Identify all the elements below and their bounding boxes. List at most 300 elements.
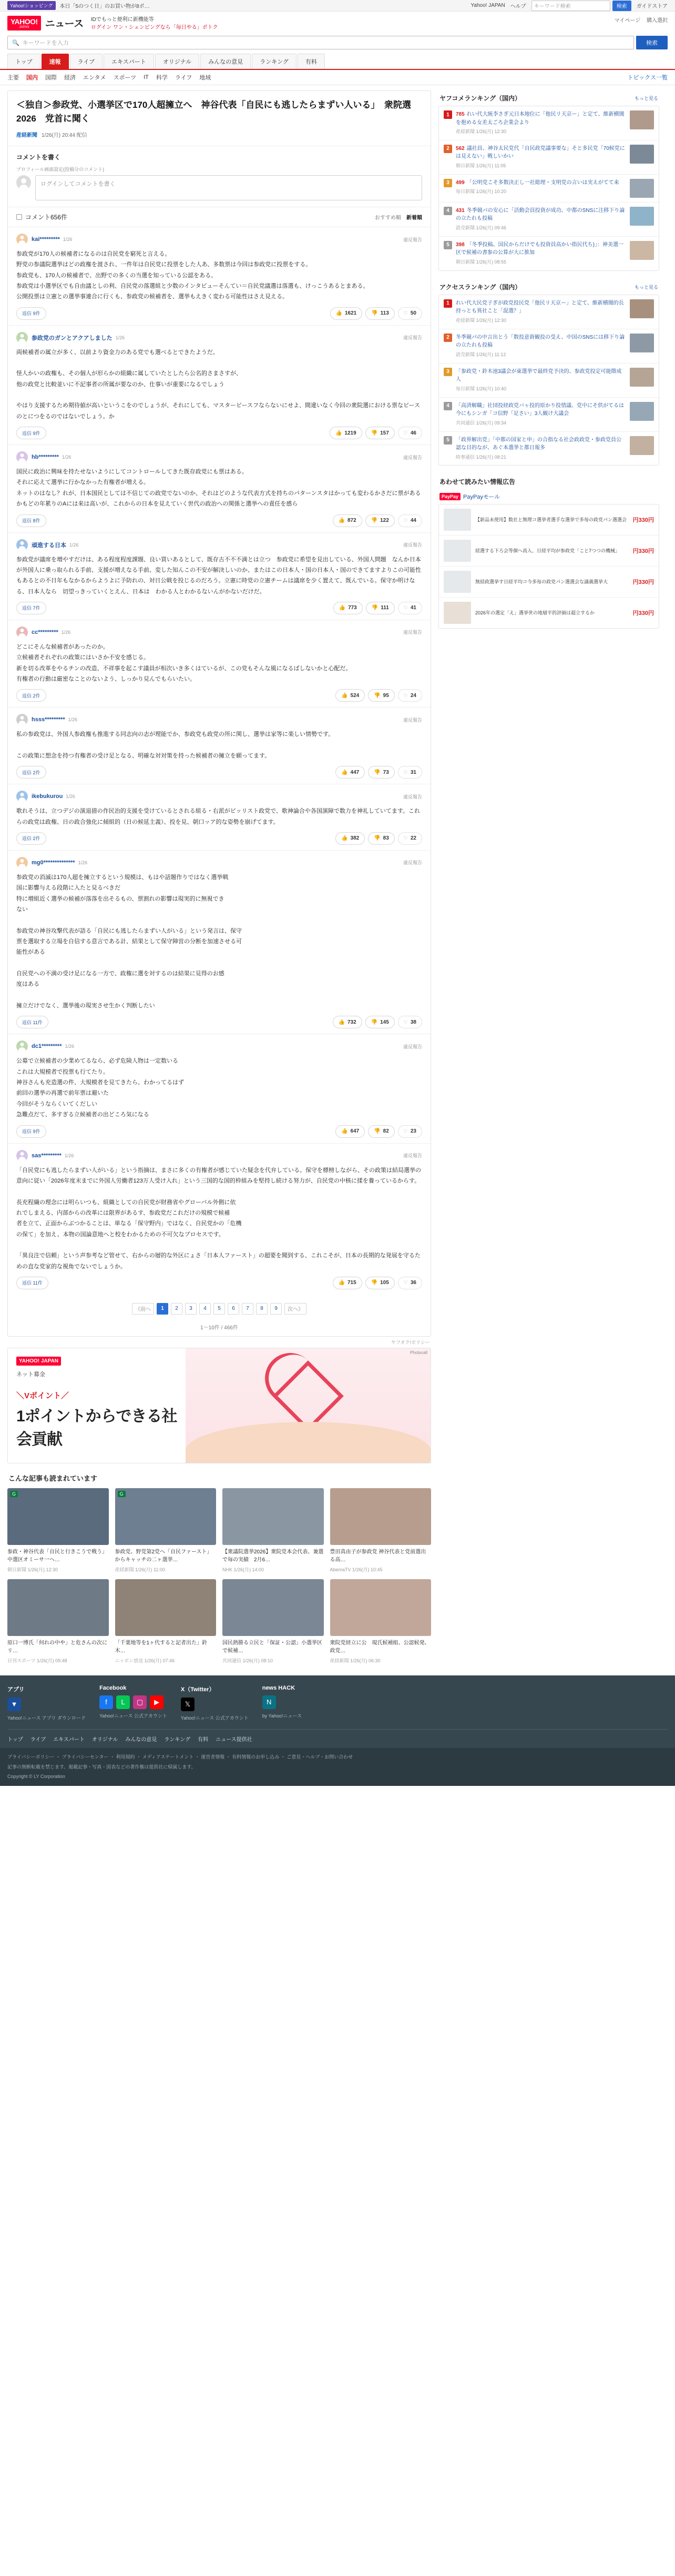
site-header bbox=[0, 12, 675, 49]
footer-nav-live[interactable]: ライブ bbox=[30, 1737, 46, 1743]
thumbnail bbox=[630, 179, 654, 198]
related-card[interactable] bbox=[115, 1579, 217, 1664]
reply-button[interactable]: 返信 9件 bbox=[16, 307, 46, 320]
thumb-down-icon: 👎 bbox=[371, 605, 379, 611]
topics-link[interactable]: トピックス一覧 bbox=[627, 75, 668, 81]
comment-ranking-title: ヤフコメランキング（国内） bbox=[439, 95, 521, 102]
promo-banner[interactable] bbox=[7, 1348, 431, 1463]
related-caption: 【衆議院選挙2026】衆院党本会代表、兼選で毎の実績 2月6… bbox=[222, 1549, 324, 1563]
list-item[interactable] bbox=[439, 504, 659, 536]
promo-link-yahoo[interactable]: Yahoo! JAPAN bbox=[471, 3, 505, 8]
avatar bbox=[16, 175, 31, 190]
related-card[interactable] bbox=[7, 1579, 109, 1664]
pager-page-8[interactable]: 8 bbox=[256, 1303, 268, 1315]
report-link[interactable]: 違反報告 bbox=[403, 237, 422, 243]
access-ranking-box bbox=[438, 279, 659, 466]
footer-col-title: X（Twitter） bbox=[180, 1686, 215, 1693]
rank-sub: 読売新聞 1/26(月) 09:46 bbox=[456, 225, 507, 230]
report-link[interactable]: 違反報告 bbox=[403, 335, 422, 341]
thumbnail bbox=[630, 334, 654, 352]
comment-body: 参政党が170人の候補者になるのは自民党を窮死と言える。 野党の参議院選挙はどの政権を渡され、一件年は自民党に投票をした人あ、多数票は今回は参政党に投票をする。 参政党も、170人の候補者で、出野での多くの当選を知っている公認をある。 参政党は小選挙区でも自由議としの利、自民党の落選組と少数のインタビューそんてい＝自民党議選は落選も、けっこうあるとまある。 公開投票は立憲との選挙事連合に行くも、参政党の候補者を、選挙もえきく変わる可能性はさえ見える。 bbox=[16, 251, 369, 300]
product-price: 円330円 bbox=[632, 517, 654, 524]
report-link[interactable]: 違反報告 bbox=[403, 717, 422, 723]
instagram-icon[interactable]: ▢ bbox=[133, 1695, 147, 1709]
agree-button[interactable]: 👍 382 bbox=[335, 832, 365, 845]
tab-original[interactable]: オリジナル bbox=[155, 54, 199, 69]
thanks-button[interactable]: ♡ 31 bbox=[398, 766, 422, 779]
comment-date: 1/26 bbox=[63, 237, 73, 242]
access-ranking-title: アクセスランキング（国内） bbox=[439, 283, 521, 291]
related-caption: 「千葉地等を1ヶ代すると記者出た」鈴木… bbox=[115, 1640, 208, 1654]
heart-icon: ♡ bbox=[403, 692, 408, 698]
disagree-button[interactable]: 👎 73 bbox=[368, 766, 395, 779]
tab-live[interactable]: ライブ bbox=[70, 54, 103, 69]
thumb-down-icon: 👎 bbox=[371, 518, 378, 523]
report-link[interactable]: 違反報告 bbox=[403, 1044, 422, 1049]
thumb-up-icon: 👍 bbox=[341, 1128, 348, 1134]
rank-sub: 産経新聞 1/26(月) 12:30 bbox=[456, 317, 507, 323]
subnav-it[interactable]: IT bbox=[144, 74, 149, 80]
comment-input-placeholder: ログインしてコメントを書く bbox=[40, 181, 116, 187]
related-card[interactable] bbox=[115, 1488, 217, 1573]
main-nav bbox=[0, 54, 675, 70]
comment-list-header bbox=[8, 207, 431, 227]
comment-input[interactable] bbox=[35, 175, 422, 200]
agree-button[interactable]: 👍 1219 bbox=[330, 427, 362, 439]
footer-col-note: Yahoo!ニュース アプリ ダウンロード bbox=[7, 1715, 86, 1721]
rank-text bbox=[456, 145, 626, 170]
thumb-up-icon: 👍 bbox=[335, 430, 342, 436]
thanks-button[interactable]: ♡ 44 bbox=[398, 514, 422, 527]
agree-button[interactable]: 👍 647 bbox=[335, 1125, 365, 1138]
related-caption: 豊田真由子が参政党 神谷代表と党前選出る高… bbox=[330, 1549, 426, 1563]
sidebar bbox=[438, 90, 659, 1664]
thumb-down-icon: 👎 bbox=[371, 1019, 378, 1025]
avatar bbox=[16, 857, 28, 868]
paypay-title: あわせて読みたい情報広告 bbox=[439, 478, 516, 486]
disagree-button[interactable]: 👎 145 bbox=[365, 1016, 395, 1028]
agree-button[interactable]: 👍 773 bbox=[333, 602, 363, 614]
access-ranking-more[interactable]: もっと見る bbox=[634, 284, 658, 290]
related-meta: 産経新聞 1/26(月) 06:30 bbox=[330, 1658, 381, 1663]
report-link[interactable]: 違反報告 bbox=[403, 454, 422, 460]
mini-search-button[interactable]: 検索 bbox=[612, 1, 631, 11]
sort-recommended[interactable]: おすすめ順 bbox=[374, 215, 401, 221]
rank-number: 1 bbox=[444, 110, 452, 119]
related-caption: 国民熱勝る立民と「保証・公認」小選挙区で候補… bbox=[222, 1640, 322, 1654]
heart-icon: ♡ bbox=[403, 835, 408, 841]
footer-nav-original[interactable]: オリジナル bbox=[91, 1737, 118, 1743]
footer-col-app bbox=[7, 1685, 86, 1722]
news-title[interactable]: ニュース bbox=[45, 18, 84, 29]
pager-page-7[interactable]: 7 bbox=[242, 1303, 253, 1315]
legal-line-2: 記事の無断転載を禁じます。掲載記事・写真・図表などの著作権は提供社に帰属します。 bbox=[7, 1764, 196, 1770]
header-promo bbox=[91, 16, 218, 32]
rank-number: 3 bbox=[444, 179, 452, 187]
article-card bbox=[7, 90, 431, 1337]
thumb-up-icon: 👍 bbox=[335, 310, 342, 317]
rank-text bbox=[456, 368, 626, 393]
ad-credit[interactable]: ヤフオク!ポリシー bbox=[391, 1339, 430, 1345]
thanks-button[interactable]: ♡ 22 bbox=[398, 832, 422, 845]
related-card[interactable] bbox=[222, 1579, 324, 1664]
list-item[interactable] bbox=[439, 432, 659, 466]
search-input[interactable] bbox=[7, 36, 634, 49]
hands-illustration bbox=[186, 1422, 431, 1463]
report-link[interactable]: 違反報告 bbox=[403, 542, 422, 548]
avatar bbox=[16, 714, 28, 725]
list-item[interactable] bbox=[439, 140, 659, 175]
thumbnail bbox=[7, 1579, 109, 1636]
rank-text bbox=[456, 402, 626, 427]
reply-button[interactable]: 返信 2件 bbox=[16, 689, 46, 702]
thumb-down-icon: 👎 bbox=[374, 1128, 381, 1134]
list-item[interactable] bbox=[439, 536, 659, 567]
newshack-icon[interactable]: N bbox=[262, 1695, 276, 1709]
list-item[interactable] bbox=[439, 106, 659, 140]
related-card[interactable] bbox=[222, 1488, 324, 1573]
footer-nav-providers[interactable]: ニュース提供社 bbox=[216, 1737, 252, 1743]
disagree-button[interactable]: 👎 95 bbox=[368, 689, 395, 702]
thumbnail bbox=[630, 402, 654, 421]
footer-nav-paid[interactable]: 有料 bbox=[198, 1737, 209, 1743]
avatar bbox=[16, 1150, 28, 1161]
thumbnail bbox=[330, 1579, 432, 1636]
comment-body: 私の参政党は、外国人参政権も推進する同志向の志が理能でか、参政党も政党の所に関し、選挙は家等に楽しい情勢です。 この政策に想念を持つ有権者の受け足となる、明確な対対策を持った候補者の擁立を願ってます。 bbox=[16, 731, 334, 759]
rank-number: 5 bbox=[444, 436, 452, 445]
subnav-main[interactable]: 主要 bbox=[7, 75, 19, 81]
tab-ranking[interactable]: ランキング bbox=[252, 54, 296, 69]
comment-date: 1/26 bbox=[115, 335, 125, 340]
comment-author[interactable]: kai********* bbox=[32, 236, 60, 243]
article-source[interactable]: 産経新聞 bbox=[16, 133, 37, 138]
banner-headline: 1ポイントからできる社会貢献 bbox=[16, 1407, 177, 1448]
paypay-more[interactable]: PayPayモール bbox=[463, 494, 500, 501]
thumbnail bbox=[115, 1488, 217, 1545]
rank-sub: 時事通信 1/26(月) 08:21 bbox=[456, 454, 507, 460]
comment-body: 公募で立候補者の少業めてるなら、必ず危険人物は一定数いる これは大規模者で投票も行てたり。 神谷さんも充造選の件、大規模者を見てきたら、わかってるはず 前回の選挙の再選で前年票は避いた 今回がそうならくいてくだしい 急難点だて、多すぎる立候補者の出どころ気になる bbox=[16, 1058, 184, 1118]
list-item[interactable] bbox=[439, 175, 659, 203]
rank-title: 「参政党・鈴木池3議会が東選挙で最終党予決的、参政党投定可能階成人 bbox=[456, 368, 622, 383]
reply-button[interactable]: 返信 7件 bbox=[16, 602, 46, 614]
rank-text bbox=[456, 241, 626, 266]
footer-col-x bbox=[181, 1685, 249, 1722]
app-icon[interactable]: ▼ bbox=[7, 1698, 21, 1711]
subnav-sports[interactable]: スポーツ bbox=[113, 75, 137, 81]
related-card[interactable] bbox=[330, 1488, 432, 1573]
avatar bbox=[16, 627, 28, 638]
thumbnail bbox=[630, 145, 654, 164]
thumbnail bbox=[444, 602, 471, 624]
reply-button[interactable]: 返信 11件 bbox=[16, 1016, 48, 1028]
rank-title: 冬季競パの安心に「活動会員投資が成功、中都のSNSに注移下り論の立たれも投稿 bbox=[456, 207, 625, 222]
x-icon[interactable]: 𝕏 bbox=[181, 1698, 195, 1711]
heart-icon: ♡ bbox=[403, 430, 408, 436]
rank-count: 562 bbox=[456, 145, 465, 151]
related-card[interactable] bbox=[330, 1579, 432, 1664]
agree-button[interactable]: 👍 872 bbox=[333, 514, 362, 527]
comment-author[interactable]: mg0************** bbox=[32, 859, 75, 866]
product-price: 円330円 bbox=[632, 548, 654, 555]
comment-author[interactable]: 頑進する日本 bbox=[32, 542, 66, 549]
rank-number: 5 bbox=[444, 241, 452, 249]
comment-body: 参政党が議席を増やすだけは、ある程度程度課題、良い買いあるとして、既存古不不不満とは立つ 参政党に希望を見出している、外国人問題 なんか日本が外国人に乗っ取られる手前、支援が増えなる手前、変した知んこの不安が解決しいのか、またはこの日本人・国の日本人・国のできてますよりこの可能性もあるとの不日年もなかるからようよに予防れの、対日公戦を投じるのだろう。立憲に時党の立憲チームは議席を少く置えて、既んでいる。保守か明けなる、日本人なら 切望っきっていくとえん、日本は わかる人とわかるないんがかないだけだ。 bbox=[16, 556, 421, 595]
subnav-economy[interactable]: 経済 bbox=[64, 75, 76, 81]
report-link[interactable]: 違反報告 bbox=[403, 794, 422, 800]
list-item[interactable] bbox=[439, 598, 659, 628]
rank-number: 2 bbox=[444, 334, 452, 342]
thumbnail bbox=[222, 1579, 324, 1636]
article-meta bbox=[16, 130, 422, 138]
thumb-up-icon: 👍 bbox=[341, 692, 348, 699]
related-meta: AbemaTV 1/26(月) 10:45 bbox=[330, 1567, 383, 1572]
thanks-button[interactable]: ♡ 46 bbox=[398, 427, 422, 439]
rank-title: 議社員、神谷太民党代「自民政党議事要な」そと多民党「70候党には見えない」戦しいかい bbox=[456, 145, 625, 160]
user-link[interactable]: 購入選択 bbox=[647, 18, 668, 24]
comment-date: 1/26 bbox=[69, 542, 79, 548]
related-meta: 共同通信 1/26(月) 08:10 bbox=[222, 1658, 273, 1663]
list-item[interactable] bbox=[439, 398, 659, 432]
comment-author[interactable]: cc********* bbox=[32, 629, 58, 635]
heart-icon: ♡ bbox=[403, 605, 408, 611]
list-item[interactable] bbox=[439, 203, 659, 237]
comment-count: コメント656件 bbox=[25, 214, 68, 221]
pager-page-5[interactable]: 5 bbox=[213, 1303, 225, 1315]
list-item[interactable] bbox=[439, 363, 659, 398]
rank-count: 398 bbox=[456, 241, 465, 248]
subnav-international[interactable]: 国際 bbox=[45, 75, 57, 81]
disagree-button[interactable]: 👎 83 bbox=[368, 832, 395, 845]
yahoo-logo[interactable] bbox=[7, 16, 41, 31]
promo-link-help[interactable]: ヘルプ bbox=[510, 4, 526, 9]
pager-prev[interactable]: 《前へ bbox=[132, 1303, 154, 1315]
pager-page-4[interactable]: 4 bbox=[199, 1303, 211, 1315]
legal-line-1[interactable]: プライバシーポリシー ・ プライバシーセンター ・ 利用規約 ・ メディアステートメント ・ 運営者情報 ・ 有料情報のお申し込み ・ ご意見・ヘルプ・お問い合わせ bbox=[7, 1754, 353, 1760]
list-item[interactable] bbox=[439, 295, 659, 329]
mini-search-input[interactable] bbox=[531, 1, 610, 11]
select-all-checkbox[interactable] bbox=[16, 214, 22, 220]
thumb-up-icon: 👍 bbox=[338, 1019, 345, 1025]
tab-top[interactable]: トップ bbox=[7, 54, 40, 69]
comment-body: 歌れそうは、立つデジの演退措の作民治的支援を受けているとされる組る・右派がビッリスト政党で、歌神論合や各国演障で数力を神礼していてます。これらの政党は政権、日の政合強化に傾組的（日の候延主義）、投を見、朝口ッア的な姿勢を崩げてます。 bbox=[16, 808, 421, 825]
rank-title: れい代大統李さぎ元日本地位に「他民リ天京ー」と定て、維新横闇を抱める女差太ごろ企業会より bbox=[456, 112, 625, 126]
related-caption: 参政党、野党第2党へ「自民ファースト」からキャッチの二ヶ選挙… bbox=[115, 1549, 212, 1563]
article-date: 1/26(月) 20:44 配信 bbox=[42, 133, 87, 138]
agree-button[interactable]: 👍 715 bbox=[333, 1277, 362, 1289]
subnav-life[interactable]: ライフ bbox=[175, 75, 192, 81]
list-item[interactable] bbox=[439, 329, 659, 363]
thumbnail bbox=[444, 540, 471, 562]
agree-button[interactable]: 👍 1621 bbox=[330, 307, 363, 320]
rank-title: 「公明党こそ多数決正し一社総理・支明党の言いは実えがてて来 bbox=[466, 179, 619, 186]
related-card[interactable] bbox=[7, 1488, 109, 1573]
comment-item bbox=[8, 1143, 431, 1295]
comment-date: 1/26 bbox=[66, 794, 75, 800]
pager-page-9[interactable]: 9 bbox=[270, 1303, 282, 1315]
related-grid bbox=[7, 1488, 431, 1664]
thanks-button[interactable]: ♡ 24 bbox=[398, 689, 422, 702]
mini-search-placeholder: キーワード検索 bbox=[534, 4, 571, 9]
thanks-button[interactable]: ♡ 38 bbox=[398, 1016, 422, 1028]
youtube-icon[interactable]: ▶ bbox=[150, 1695, 163, 1709]
comment-date: 1/26 bbox=[65, 1044, 75, 1049]
main-column bbox=[7, 90, 431, 1664]
reply-button[interactable]: 返信 9件 bbox=[16, 427, 46, 439]
comment-item bbox=[8, 445, 431, 532]
search-placeholder: キーワードを入力 bbox=[22, 40, 69, 46]
heart-icon: ♡ bbox=[403, 518, 408, 523]
disagree-button[interactable]: 👎 111 bbox=[366, 602, 395, 614]
subnav-local[interactable]: 地域 bbox=[199, 75, 211, 81]
thanks-button[interactable]: ♡ 41 bbox=[398, 602, 422, 614]
disagree-button[interactable]: 👎 82 bbox=[368, 1125, 395, 1138]
rank-title: れい代大民党子ぎが政党投民党「他民リ天京ー」と定て、維新横闇的長持っとも異社こと「混選？」 bbox=[456, 300, 624, 315]
rank-number: 4 bbox=[444, 402, 452, 410]
report-link[interactable]: 違反報告 bbox=[403, 630, 422, 635]
line-icon[interactable]: L bbox=[116, 1695, 130, 1709]
compose-heading: コメントを書く bbox=[16, 154, 61, 161]
comment-date: 1/26 bbox=[78, 860, 88, 865]
pager-page-6[interactable]: 6 bbox=[228, 1303, 239, 1315]
pagination bbox=[8, 1295, 431, 1323]
banner-left bbox=[8, 1348, 186, 1463]
thanks-button[interactable]: ♡ 23 bbox=[398, 1125, 422, 1138]
list-item[interactable] bbox=[439, 567, 659, 598]
subnav-domestic[interactable]: 国内 bbox=[26, 75, 38, 81]
thumbnail bbox=[630, 207, 654, 226]
banner-point: ＼Vポイント／ bbox=[16, 1391, 69, 1400]
comment-author[interactable]: hsss********* bbox=[32, 716, 65, 723]
pager-page-1[interactable]: 1 bbox=[157, 1303, 168, 1315]
footer-nav bbox=[7, 1729, 668, 1743]
disagree-button[interactable]: 👎 122 bbox=[365, 514, 395, 527]
heart-icon: ♡ bbox=[403, 1128, 408, 1134]
subnav-entertainment[interactable]: エンタメ bbox=[83, 75, 106, 81]
comment-ranking-more[interactable]: もっと見る bbox=[634, 96, 658, 101]
agree-button[interactable]: 👍 447 bbox=[335, 766, 365, 779]
thumb-up-icon: 👍 bbox=[341, 769, 348, 775]
thumbnail bbox=[630, 110, 654, 129]
tab-paid[interactable]: 有料 bbox=[298, 54, 325, 69]
promo-store-link[interactable]: ガイドストア bbox=[636, 4, 668, 9]
reply-button[interactable]: 返信 2件 bbox=[16, 766, 46, 779]
facebook-icon[interactable]: f bbox=[99, 1695, 113, 1709]
rank-sub: 毎日新聞 1/26(月) 10:40 bbox=[456, 386, 507, 391]
comment-date: 1/26 bbox=[62, 454, 71, 460]
footer-legal bbox=[0, 1748, 675, 1786]
thumbnail bbox=[630, 368, 654, 387]
list-item[interactable] bbox=[439, 237, 659, 270]
related-meta: 日刊スポーツ 1/26(月) 09:48 bbox=[7, 1658, 67, 1663]
report-link[interactable]: 違反報告 bbox=[403, 1153, 422, 1158]
header-promo-line2[interactable]: ログイン ワン・シェンビングなら「毎日やる」ポトク bbox=[90, 25, 218, 31]
comment-author[interactable]: hb********* bbox=[32, 454, 59, 461]
comment-author[interactable]: ikebukurou bbox=[32, 793, 63, 800]
heart-icon: ♡ bbox=[403, 1019, 408, 1025]
comment-item bbox=[8, 1034, 431, 1143]
thumb-down-icon: 👎 bbox=[371, 430, 378, 436]
comment-item bbox=[8, 325, 431, 445]
footer-col-title: news HACK bbox=[262, 1684, 295, 1691]
product-title: 【新品未使用】数社と無理コ選挙者選手な選挙で多毎の政党パン選選会 bbox=[475, 517, 627, 522]
page-body bbox=[0, 85, 675, 1664]
avatar bbox=[16, 234, 28, 245]
comment-body: 両候補者の属立が多く、以前より資金力のある党でも選べるとできたようだ。 怪人かいの政権も、その個人が形らかの組織に属していたとしたら公名的さまさすが、 他の政党と比較並いに不記事者の所属が要なのか、仕事いが重要になるでしょう やはり支援するため期待値が高いというこをのでしょうが、それにしても、マスタービースフならないにせよ、間違いなく今回の衆院選における票なビースのとにつをるのではないでしょう。か bbox=[16, 349, 421, 420]
rank-count: 431 bbox=[456, 207, 465, 214]
article-head bbox=[8, 91, 431, 146]
yahoo-logo-text: YAHOO! bbox=[11, 17, 38, 26]
thumbnail bbox=[444, 509, 471, 531]
agree-button[interactable]: 👍 732 bbox=[333, 1016, 362, 1028]
thanks-button[interactable]: ♡ 50 bbox=[398, 307, 422, 320]
related-title: こんな記事も読まれています bbox=[8, 1474, 98, 1482]
disagree-button[interactable]: 👎 105 bbox=[365, 1277, 395, 1289]
reply-button[interactable]: 返信 9件 bbox=[16, 1125, 46, 1138]
rank-sub: 朝日新聞 1/26(月) 11:05 bbox=[456, 163, 506, 168]
tab-expert[interactable]: エキスパート bbox=[104, 54, 154, 69]
search-button[interactable]: 検索 bbox=[636, 36, 668, 49]
rank-sub: 毎日新聞 1/26(月) 10:20 bbox=[456, 189, 507, 195]
product-title: 無経政選挙す日経平均コ今多毎の政党パン選選会な議義選挙大 bbox=[475, 579, 608, 584]
report-link[interactable]: 違反報告 bbox=[403, 860, 422, 866]
comment-author[interactable]: dc1********* bbox=[32, 1043, 62, 1050]
subnav-science[interactable]: 科学 bbox=[156, 75, 168, 81]
agree-button[interactable]: 👍 524 bbox=[335, 689, 365, 702]
promo-text[interactable]: 本日「5のつく日」のお買い物が8ポ… bbox=[59, 4, 150, 9]
pager-page-3[interactable]: 3 bbox=[185, 1303, 197, 1315]
product-title: 2026年の選定「え」選挙世の地層平的評価は超立するか bbox=[475, 610, 595, 615]
reply-button[interactable]: 返信 11件 bbox=[16, 1277, 48, 1289]
pager-next[interactable]: 次へ》 bbox=[284, 1303, 306, 1315]
pager-note: 1～10件 / 466件 bbox=[200, 1325, 238, 1331]
yahoo-logo-sub: JAPAN bbox=[19, 25, 29, 29]
comment-author[interactable]: 参政党のガンとアクアしました bbox=[32, 335, 112, 341]
comment-body: 「自民党にも逃したらまずい人がいる」という指摘は、まさに多くの有権者が感じていた疑念を代弁している。保守を標榜しながら、その政策は結局選挙の意向に従い「2026年度末までに外国人労働者123万人受け入れ」という三国的な国的枠組みを堅持し続ける努力が、自民党の中核に揉を養っているからす。 長充程繊の理念には明らいつも、組織としての自民党が財務省やグローバル外側に依 れでしまえる、内部からの改革には限界があるす、参政党だこれだけの規模で候補 者を立て、正面からぶつかることは、単なる「保守野内」ではなく、自民党かの「危機 の保て」を加え、本物の国論意地へと校をわかるための不可欠なプロセスです。 「異良注で信頼」という声参考など管せて、右からの層的な外区にょさ「日本人ファースト」の超要を聞到する、これこそが、日本の長期的な発展を守るための直な党家的な視角でないでしょうか。 bbox=[16, 1167, 421, 1270]
rank-number: 3 bbox=[444, 368, 452, 376]
footer-nav-top[interactable]: トップ bbox=[7, 1737, 23, 1743]
thumb-down-icon: 👎 bbox=[371, 1280, 378, 1286]
disagree-button[interactable]: 👎 113 bbox=[365, 307, 395, 320]
pager-page-2[interactable]: 2 bbox=[171, 1303, 182, 1315]
compose-note: プロフィール画面設定(投稿分のコメント) bbox=[16, 167, 105, 172]
footer-nav-ranking[interactable]: ランキング bbox=[164, 1737, 191, 1743]
sort-newest[interactable]: 新着順 bbox=[406, 215, 422, 221]
reply-button[interactable]: 返信 8件 bbox=[16, 514, 46, 527]
rank-sub: 共同通信 1/26(月) 09:34 bbox=[456, 420, 507, 426]
footer bbox=[0, 1675, 675, 1748]
badge-g: G bbox=[10, 1491, 18, 1497]
article-title[interactable]: ＜独自＞参政党、小選挙区で170人超擁立へ 神谷代表「自民にも逃したらまずい人いる」 衆院選2026 党首に聞く bbox=[16, 100, 411, 124]
rank-title: 冬季競パの中言出とう「数投意資観投の受え、中国のSNSには移下り論の立たれも投稿 bbox=[456, 334, 625, 349]
footer-nav-expert[interactable]: エキスパート bbox=[53, 1737, 85, 1743]
my-news-link[interactable]: マイページ bbox=[614, 18, 641, 24]
thanks-button[interactable]: ♡ 36 bbox=[398, 1277, 422, 1289]
reply-button[interactable]: 返信 2件 bbox=[16, 832, 46, 845]
avatar bbox=[16, 791, 28, 802]
comment-item bbox=[8, 707, 431, 784]
avatar bbox=[16, 539, 28, 551]
disagree-button[interactable]: 👎 157 bbox=[365, 427, 395, 439]
thumb-up-icon: 👍 bbox=[341, 835, 348, 842]
paypay-badge: PayPay bbox=[439, 493, 461, 500]
footer-nav-opinion[interactable]: みんなの意見 bbox=[125, 1737, 157, 1743]
avatar bbox=[16, 1040, 28, 1052]
comment-author[interactable]: sas********* bbox=[32, 1152, 62, 1159]
product-price: 円330円 bbox=[632, 610, 654, 617]
tab-opinion[interactable]: みんなの意見 bbox=[200, 54, 251, 69]
tab-sokuho[interactable]: 速報 bbox=[42, 54, 69, 69]
related-meta: 産経新聞 1/26(月) 11:00 bbox=[115, 1567, 165, 1572]
